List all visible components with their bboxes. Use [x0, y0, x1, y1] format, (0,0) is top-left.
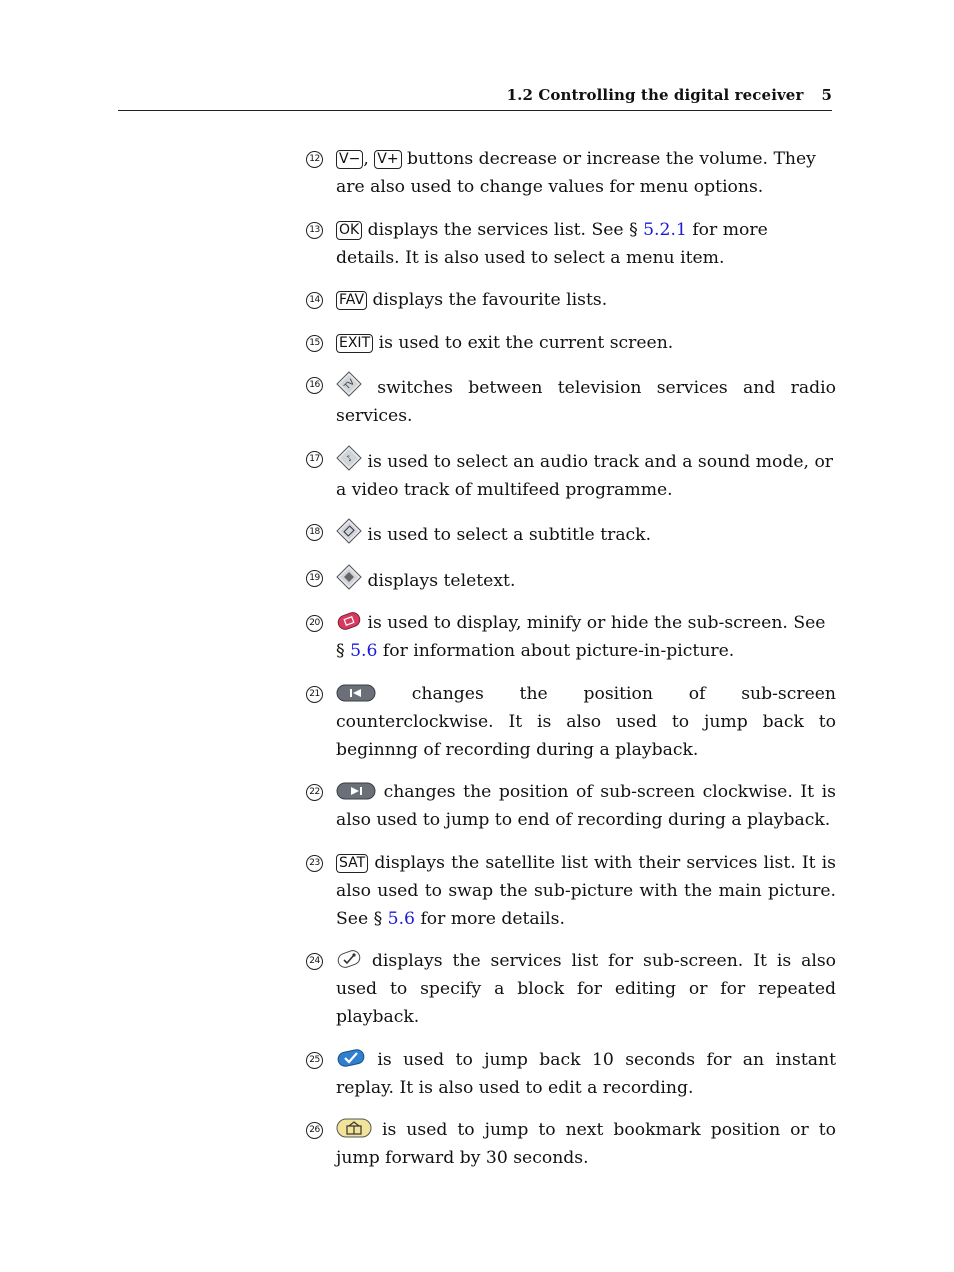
item-text: changes the position of sub-screen counterclockwise. It is also used to jump back to beginnng of recording during a playback. [336, 683, 836, 760]
replay-blue-button-icon [336, 1047, 366, 1069]
skip-back-button-icon [336, 683, 376, 703]
item-number-marker: 17 [306, 451, 323, 468]
button-description-list [306, 145, 836, 1187]
list-item [306, 445, 836, 504]
list-item [306, 1116, 836, 1172]
item-text: is used to jump to next bookmark position or to jump forward by 30 seconds. [336, 1120, 836, 1168]
item-text: displays the services list for sub-screen. It is also used to specify a block for editing or for repeated playback. [336, 951, 836, 1027]
volume-down-key: V− [336, 150, 363, 169]
item-text: is used to display, minify or hide the sub-screen. See § [336, 613, 826, 661]
item-text: displays teletext. [362, 570, 516, 591]
item-text: for more details. It is also used to select a menu item. [336, 219, 768, 268]
fav-key: FAV [336, 291, 367, 310]
item-text: changes the position of sub-screen clockwise. It is also used to jump to end of recording during a playback. [336, 782, 836, 830]
item-number-marker: 15 [306, 335, 323, 352]
tv-radio-diamond-icon [336, 371, 362, 397]
list-item [306, 145, 836, 201]
item-text: is used to exit the current screen. [373, 332, 674, 353]
item-number-marker: 12 [306, 151, 323, 168]
pip-red-button-icon [336, 610, 362, 632]
section-link[interactable]: 5.2.1 [643, 219, 687, 240]
item-number-marker: 19 [306, 570, 323, 587]
item-text: buttons decrease or increase the volume. They are also used to change values for menu options. [336, 149, 816, 197]
item-number-marker: 20 [306, 615, 323, 632]
item-number-marker: 14 [306, 292, 323, 309]
subtitle-diamond-icon [336, 518, 362, 544]
list-item [306, 849, 836, 933]
list-item [306, 216, 836, 272]
section-link[interactable]: 5.6 [387, 908, 415, 929]
sat-key: SAT [336, 854, 368, 873]
volume-up-key: V+ [374, 150, 401, 169]
item-number-marker: 23 [306, 855, 323, 872]
list-item [306, 1046, 836, 1102]
audio-diamond-icon [336, 445, 362, 471]
section-link[interactable]: 5.6 [350, 641, 378, 661]
page-number: 5 [821, 86, 832, 104]
item-number-marker: 21 [306, 686, 323, 703]
item-number-marker: 25 [306, 1052, 323, 1069]
svg-text:TV: TV [342, 377, 357, 392]
teletext-diamond-icon [336, 564, 362, 590]
item-text: is used to jump back 10 seconds for an instant replay. It is also used to edit a recording. [336, 1049, 836, 1098]
section-title: 1.2 Controlling the digital receiver [506, 86, 804, 104]
list-item [306, 947, 836, 1031]
item-number-marker: 16 [306, 377, 323, 394]
item-text: displays the services list. See § [362, 219, 644, 240]
list-item [306, 564, 836, 595]
item-text: switches between television services and radio services. [336, 378, 836, 426]
item-number-marker: 24 [306, 953, 323, 970]
list-item [306, 371, 836, 430]
list-item [306, 778, 836, 834]
item-text: displays the favourite lists. [367, 290, 608, 310]
bookmark-yellow-button-icon [336, 1117, 372, 1139]
separator-text: , [363, 149, 369, 169]
item-text: for information about picture-in-picture. [377, 641, 735, 661]
item-number-marker: 26 [306, 1122, 323, 1139]
item-text: is used to select an audio track and a sound mode, or a video track of multifeed programme. [336, 451, 834, 500]
item-number-marker: 13 [306, 222, 323, 239]
svg-text:♪: ♪ [344, 452, 355, 463]
running-head [118, 86, 832, 111]
item-text: for more details. [414, 908, 565, 929]
skip-forward-button-icon [336, 781, 376, 801]
item-text: is used to select a subtitle track. [362, 525, 652, 545]
list-item [306, 518, 836, 549]
sub-services-white-button-icon [336, 948, 362, 970]
list-item [306, 609, 836, 665]
item-number-marker: 22 [306, 784, 323, 801]
list-item [306, 329, 836, 357]
ok-key: OK [336, 221, 362, 240]
exit-key: EXIT [336, 334, 373, 353]
item-text: displays the satellite list with their services list. It is also used to swap the sub-picture with the main picture. See § [336, 852, 836, 929]
item-number-marker: 18 [306, 524, 323, 541]
list-item [306, 286, 836, 314]
list-item [306, 680, 836, 764]
